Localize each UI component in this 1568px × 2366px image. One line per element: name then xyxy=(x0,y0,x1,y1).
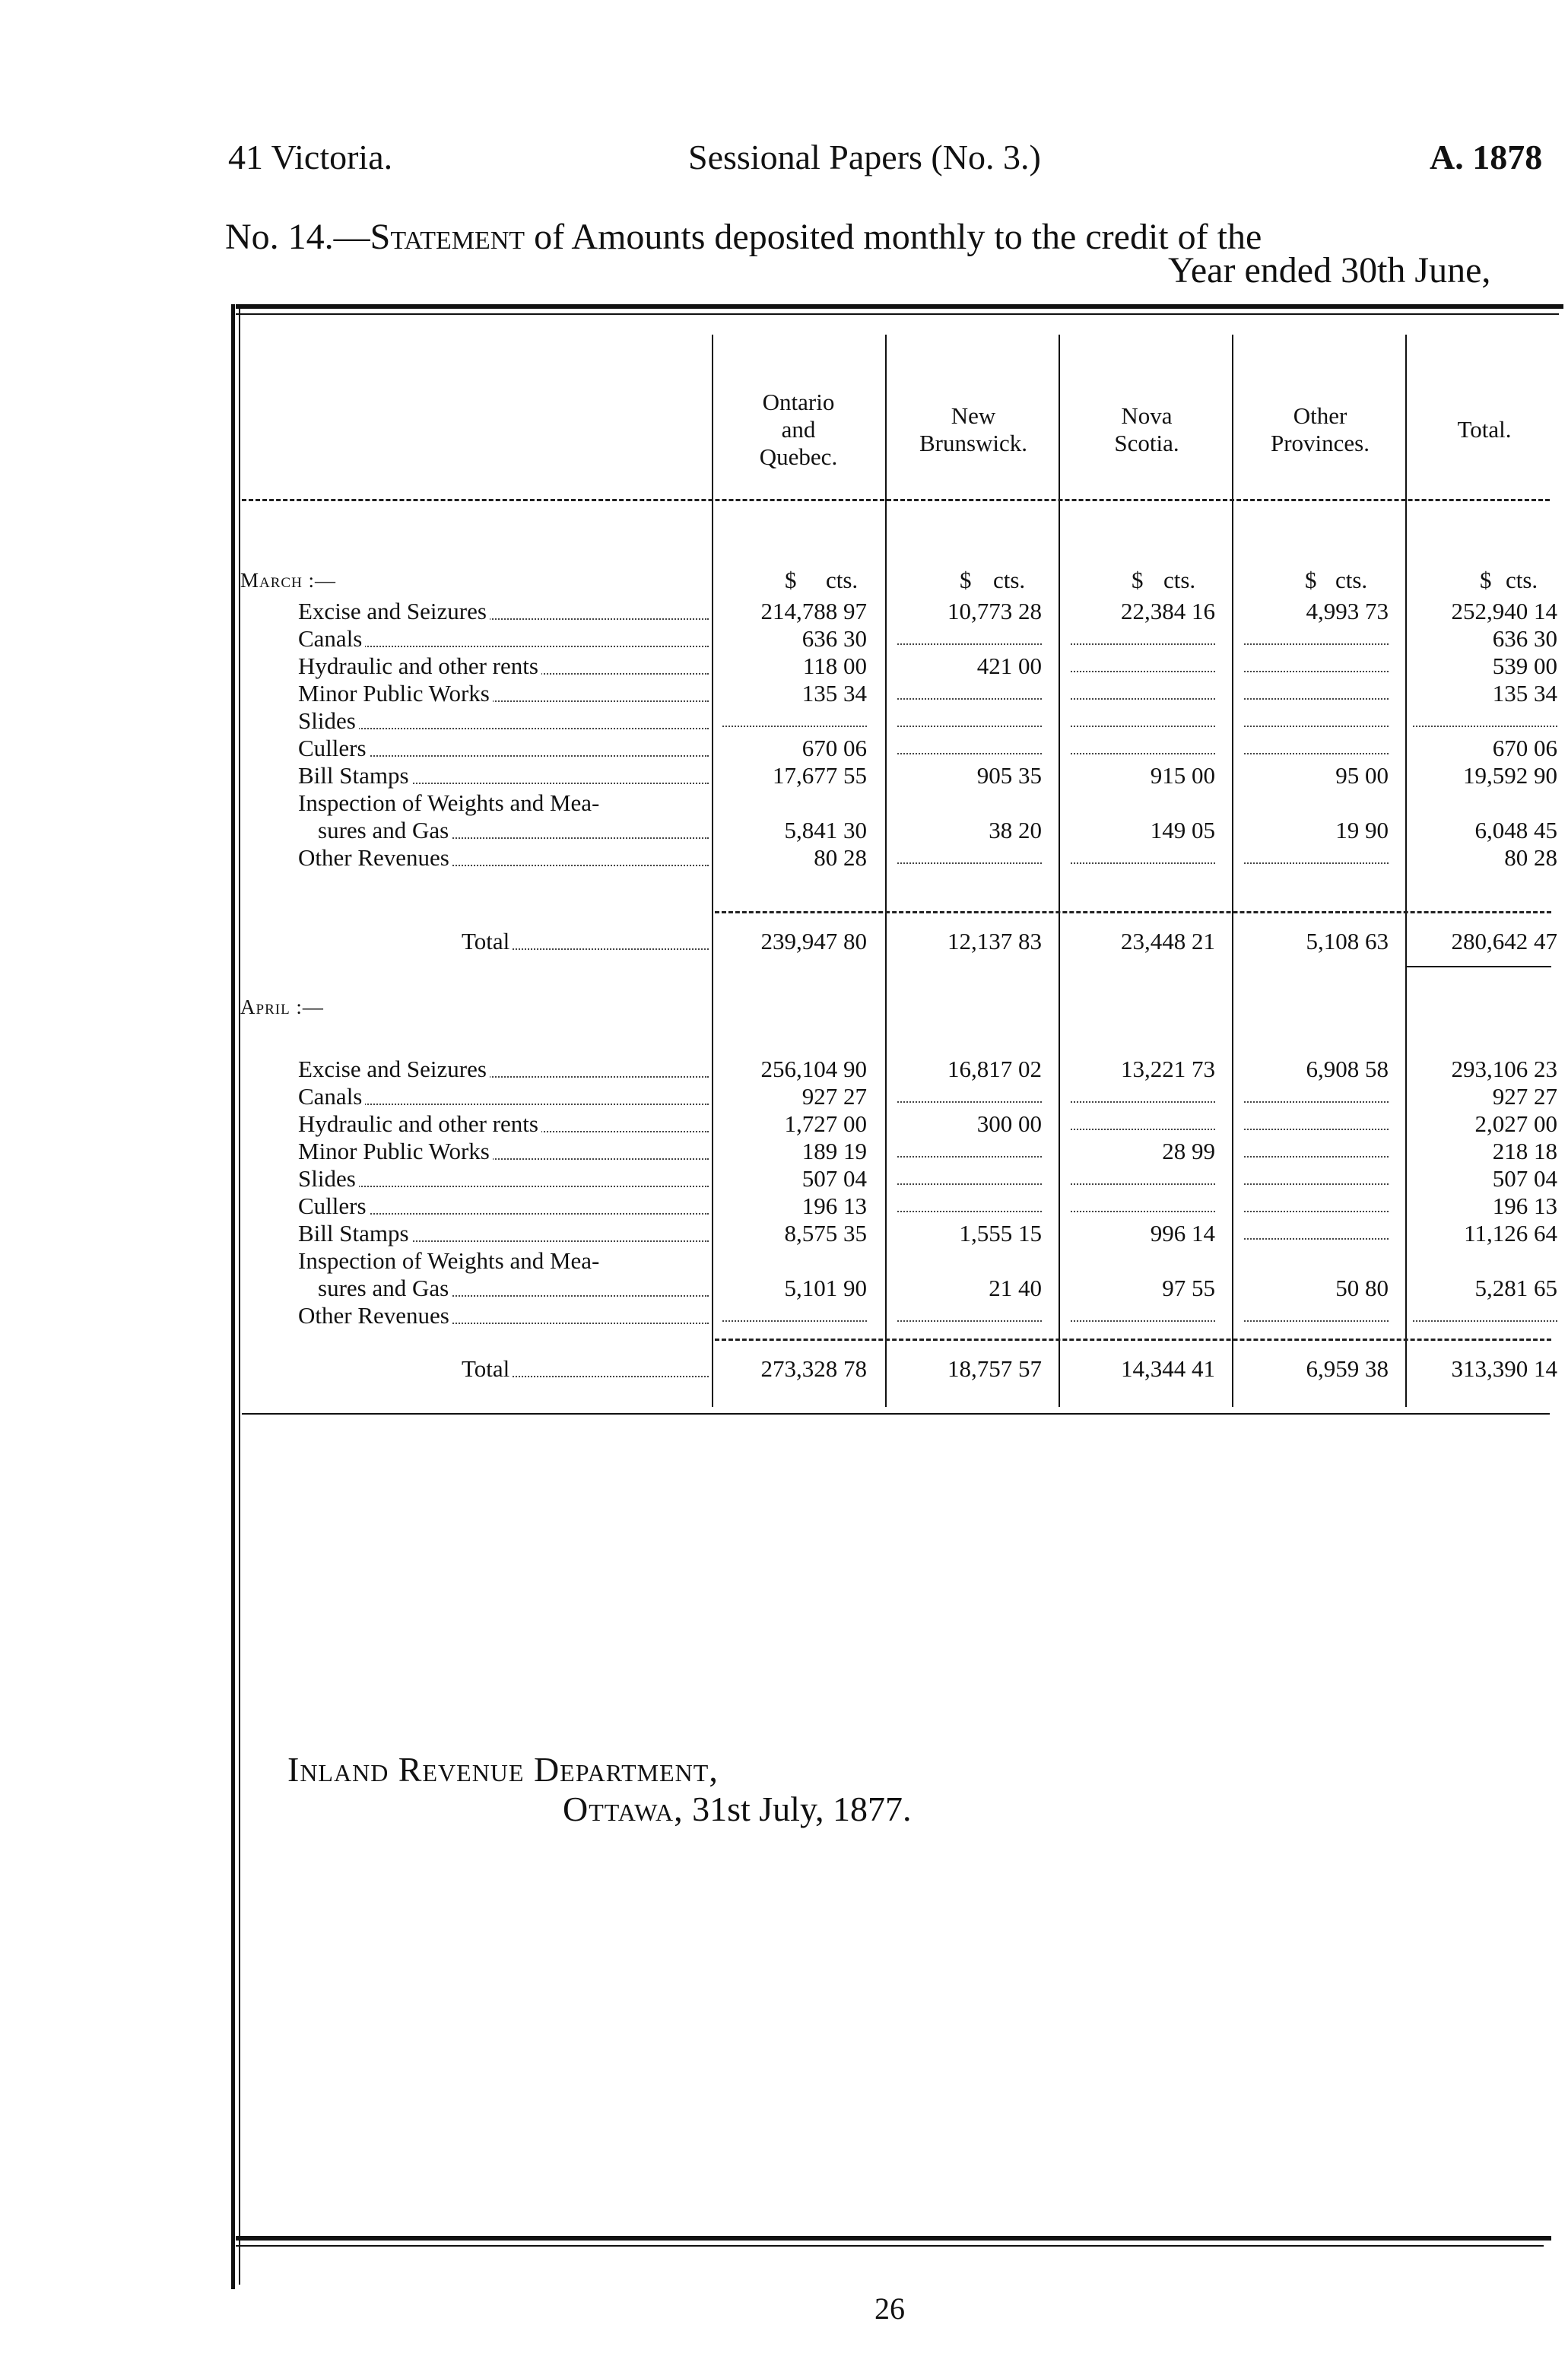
total-cell: 239,947 80 xyxy=(760,928,867,954)
statement-title xyxy=(225,216,1262,258)
statement-title-line2: Year ended 30th June, xyxy=(1168,250,1491,291)
table-row xyxy=(0,817,1568,844)
running-head-right: A. 1878 xyxy=(1430,138,1543,176)
value-cell xyxy=(897,844,1042,864)
value-cell xyxy=(1071,1165,1215,1185)
total-cell: 23,448 21 xyxy=(1121,928,1215,954)
value-cell xyxy=(1071,707,1215,727)
row-label: Inspection of Weights and Mea- xyxy=(298,1247,709,1275)
value-cell: 19 90 xyxy=(1335,817,1389,843)
table-row xyxy=(0,1220,1568,1247)
value-cell xyxy=(1244,1302,1389,1322)
table-row xyxy=(0,1302,1568,1329)
value-cell xyxy=(1244,625,1389,645)
value-cell xyxy=(1244,1110,1389,1130)
running-head-center: Sessional Papers (No. 3.) xyxy=(688,138,1041,176)
value-cell: 670 06 xyxy=(801,735,867,761)
value-cell: 38 20 xyxy=(989,817,1042,843)
title-statement-word: Statement xyxy=(370,217,525,257)
total-row xyxy=(0,1355,1568,1383)
value-cell xyxy=(1244,1083,1389,1103)
row-label: sures and Gas xyxy=(298,1275,709,1302)
row-label: Bill Stamps xyxy=(298,1220,709,1247)
total-cell: 14,344 41 xyxy=(1121,1355,1215,1382)
unit-cents-5: cts. xyxy=(1506,567,1538,593)
value-cell: 16,817 02 xyxy=(947,1056,1042,1082)
value-cell: 256,104 90 xyxy=(760,1056,867,1082)
value-cell: 21 40 xyxy=(989,1275,1042,1301)
row-label: Hydraulic and other rents xyxy=(298,653,709,680)
value-cell xyxy=(1071,844,1215,864)
row-label: Excise and Seizures xyxy=(298,1056,709,1083)
table-row xyxy=(0,1083,1568,1110)
row-label: Slides xyxy=(298,707,709,735)
unit-cents-3: cts. xyxy=(1163,567,1196,593)
unit-cents-1: cts. xyxy=(826,567,859,593)
value-cell: 95 00 xyxy=(1335,762,1389,789)
value-cell xyxy=(1071,1083,1215,1103)
value-cell: 13,221 73 xyxy=(1121,1056,1215,1082)
section-label-april: April :— xyxy=(240,996,324,1018)
value-cell: 300 00 xyxy=(976,1110,1042,1137)
total-label: Total xyxy=(298,1355,709,1383)
value-cell xyxy=(897,1138,1042,1158)
table-bottom-rule-thin xyxy=(236,2245,1544,2247)
row-label: Slides xyxy=(298,1165,709,1193)
value-cell: 252,940 14 xyxy=(1451,598,1557,624)
value-cell: 118 00 xyxy=(802,653,867,679)
signature-place: Ottawa, xyxy=(563,1790,684,1828)
value-cell: 2,027 00 xyxy=(1474,1110,1557,1137)
value-cell: 4,993 73 xyxy=(1306,598,1389,624)
col-head-ontario-quebec: Ontario and Quebec. xyxy=(759,389,838,470)
value-cell: 1,555 15 xyxy=(959,1220,1042,1247)
value-cell xyxy=(722,707,867,727)
table-row xyxy=(0,1275,1568,1302)
value-cell: 1,727 00 xyxy=(784,1110,867,1137)
section-label-march: March :— xyxy=(240,569,337,592)
total-label: Total xyxy=(298,928,709,955)
unit-dollar-2: $ xyxy=(960,567,972,593)
title-prefix: No. 14.— xyxy=(225,217,370,257)
row-label: Minor Public Works xyxy=(298,680,709,707)
total-rule xyxy=(715,911,1551,913)
row-label: Canals xyxy=(298,625,709,653)
value-cell xyxy=(1244,680,1389,700)
value-cell: 996 14 xyxy=(1150,1220,1215,1247)
unit-dollar-5: $ xyxy=(1480,567,1492,593)
row-label: Bill Stamps xyxy=(298,762,709,789)
value-cell: 19,592 90 xyxy=(1463,762,1557,789)
value-cell: 214,788 97 xyxy=(760,598,867,624)
table-row xyxy=(0,1110,1568,1138)
table-row xyxy=(0,707,1568,735)
total-rule xyxy=(715,1339,1551,1341)
table-row xyxy=(0,789,1568,817)
value-cell: 421 00 xyxy=(976,653,1042,679)
value-cell: 135 34 xyxy=(1492,680,1557,707)
value-cell: 927 27 xyxy=(801,1083,867,1110)
table-row xyxy=(0,762,1568,789)
value-cell xyxy=(897,1302,1042,1322)
value-cell: 11,126 64 xyxy=(1464,1220,1557,1247)
col-head-other-provinces: Other Provinces. xyxy=(1270,402,1370,456)
value-cell: 293,106 23 xyxy=(1451,1056,1557,1082)
value-cell xyxy=(1244,735,1389,754)
signature-department: Inland Revenue Department, xyxy=(287,1750,719,1789)
signature-date: 31st July, 1877. xyxy=(692,1790,912,1828)
section-end-rule xyxy=(242,1413,1550,1415)
value-cell xyxy=(1413,707,1557,727)
total-cell: 313,390 14 xyxy=(1451,1355,1557,1382)
running-head-left: 41 Victoria. xyxy=(228,138,393,176)
title-line1-rest: of Amounts deposited monthly to the credit of the xyxy=(534,217,1262,257)
row-label: Excise and Seizures xyxy=(298,598,709,625)
table-top-rule-thin xyxy=(236,313,1559,315)
table-top-rule xyxy=(236,304,1563,309)
value-cell: 28 99 xyxy=(1162,1138,1215,1164)
value-cell xyxy=(1071,653,1215,672)
value-cell xyxy=(1071,735,1215,754)
unit-dollar-4: $ xyxy=(1305,567,1317,593)
value-cell: 507 04 xyxy=(801,1165,867,1192)
value-cell xyxy=(1244,653,1389,672)
table-row xyxy=(0,735,1568,762)
value-cell: 149 05 xyxy=(1150,817,1215,843)
value-cell: 5,841 30 xyxy=(784,817,867,843)
page-number: 26 xyxy=(874,2291,905,2326)
table-row xyxy=(0,1138,1568,1165)
value-cell xyxy=(1071,1110,1215,1130)
row-label: Inspection of Weights and Mea- xyxy=(298,789,709,817)
table-row xyxy=(0,844,1568,872)
row-label: Minor Public Works xyxy=(298,1138,709,1165)
value-cell: 10,773 28 xyxy=(947,598,1042,624)
unit-cents-4: cts. xyxy=(1335,567,1368,593)
row-label: Canals xyxy=(298,1083,709,1110)
table-row xyxy=(0,625,1568,653)
value-cell xyxy=(897,1193,1042,1212)
value-cell: 539 00 xyxy=(1492,653,1557,679)
value-cell: 22,384 16 xyxy=(1121,598,1215,624)
value-cell xyxy=(897,735,1042,754)
value-cell: 6,048 45 xyxy=(1474,817,1557,843)
value-cell xyxy=(1071,680,1215,700)
table-row xyxy=(0,1165,1568,1193)
value-cell: 135 34 xyxy=(801,680,867,707)
section-end-rule xyxy=(1407,966,1551,967)
value-cell: 6,908 58 xyxy=(1306,1056,1389,1082)
value-cell: 5,101 90 xyxy=(784,1275,867,1301)
row-label: Other Revenues xyxy=(298,844,709,872)
header-rule xyxy=(242,499,1550,501)
value-cell xyxy=(897,707,1042,727)
total-cell: 280,642 47 xyxy=(1451,928,1557,954)
unit-dollar-1: $ xyxy=(785,567,797,593)
row-label: Cullers xyxy=(298,735,709,762)
col-head-nova-scotia: Nova Scotia. xyxy=(1114,402,1179,456)
value-cell xyxy=(1244,1138,1389,1158)
row-label: Cullers xyxy=(298,1193,709,1220)
total-cell: 5,108 63 xyxy=(1306,928,1389,954)
value-cell: 636 30 xyxy=(801,625,867,652)
value-cell xyxy=(1244,1220,1389,1240)
value-cell: 196 13 xyxy=(1492,1193,1557,1219)
value-cell xyxy=(1071,625,1215,645)
value-cell: 636 30 xyxy=(1492,625,1557,652)
value-cell: 927 27 xyxy=(1492,1083,1557,1110)
unit-cents-2: cts. xyxy=(993,567,1026,593)
value-cell: 80 28 xyxy=(814,844,867,871)
value-cell: 97 55 xyxy=(1162,1275,1215,1301)
value-cell xyxy=(897,625,1042,645)
value-cell xyxy=(1244,707,1389,727)
col-head-new-brunswick: New Brunswick. xyxy=(919,402,1028,456)
value-cell: 5,281 65 xyxy=(1474,1275,1557,1301)
table-row xyxy=(0,598,1568,625)
value-cell xyxy=(1244,1193,1389,1212)
col-head-total: Total. xyxy=(1457,416,1512,443)
value-cell xyxy=(897,1083,1042,1103)
value-cell xyxy=(1071,1193,1215,1212)
value-cell: 915 00 xyxy=(1150,762,1215,789)
row-label: sures and Gas xyxy=(298,817,709,844)
value-cell: 196 13 xyxy=(801,1193,867,1219)
value-cell: 218 18 xyxy=(1492,1138,1557,1164)
total-cell: 12,137 83 xyxy=(947,928,1042,954)
value-cell xyxy=(1071,1302,1215,1322)
value-cell: 80 28 xyxy=(1504,844,1557,871)
value-cell: 8,575 35 xyxy=(784,1220,867,1247)
value-cell: 905 35 xyxy=(976,762,1042,789)
value-cell xyxy=(1413,1302,1557,1322)
table-row xyxy=(0,680,1568,707)
total-row xyxy=(0,928,1568,955)
value-cell: 17,677 55 xyxy=(773,762,867,789)
value-cell xyxy=(722,1302,867,1322)
table-bottom-rule xyxy=(236,2236,1551,2241)
unit-dollar-3: $ xyxy=(1132,567,1144,593)
row-label: Hydraulic and other rents xyxy=(298,1110,709,1138)
value-cell xyxy=(1244,844,1389,864)
value-cell: 50 80 xyxy=(1335,1275,1389,1301)
value-cell: 189 19 xyxy=(801,1138,867,1164)
table-row xyxy=(0,1193,1568,1220)
row-label: Other Revenues xyxy=(298,1302,709,1329)
value-cell: 507 04 xyxy=(1492,1165,1557,1192)
table-row xyxy=(0,1056,1568,1083)
value-cell: 670 06 xyxy=(1492,735,1557,761)
value-cell xyxy=(1244,1165,1389,1185)
signature-place-date xyxy=(563,1789,911,1829)
total-cell: 273,328 78 xyxy=(760,1355,867,1382)
total-cell: 6,959 38 xyxy=(1306,1355,1389,1382)
value-cell xyxy=(897,680,1042,700)
value-cell xyxy=(897,1165,1042,1185)
table-row xyxy=(0,1247,1568,1275)
total-cell: 18,757 57 xyxy=(947,1355,1042,1382)
table-row xyxy=(0,653,1568,680)
